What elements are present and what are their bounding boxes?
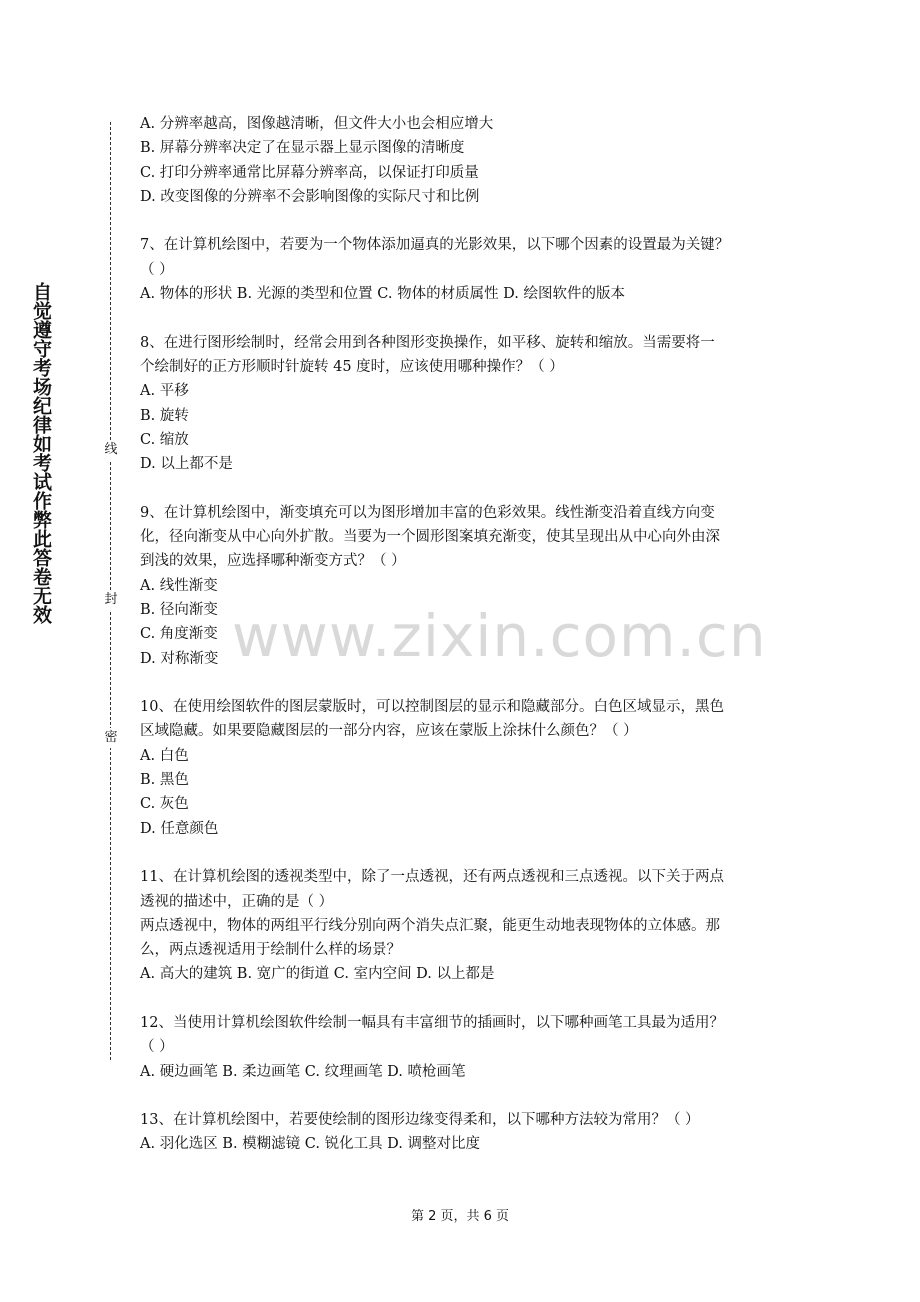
- binding-mark-feng: 封: [102, 590, 120, 610]
- question-13: [140, 1108, 785, 1157]
- question-stem-line: 化，径向渐变从中心向外扩散。当要为一个圆形图案填充渐变，使其呈现出从中心向外由深: [140, 529, 720, 546]
- option-line: C. 灰色: [140, 796, 189, 813]
- option-line: D. 对称渐变: [140, 650, 219, 667]
- question-stem-line: 9、在计算机绘图中，渐变填充可以为图形增加丰富的色彩效果。线性渐变沿着直线方向变: [140, 504, 715, 521]
- question-stem-line: 个绘制好的正方形顺时针旋转 45 度时，应该使用哪种操作？（ ）: [140, 358, 564, 375]
- question-stem-line: 到浅的效果，应选择哪种渐变方式？（ ）: [140, 553, 406, 570]
- option-line: C. 缩放: [140, 431, 189, 448]
- option-line: A. 硬边画笔 B. 柔边画笔 C. 纹理画笔 D. 喷枪画笔: [140, 1063, 466, 1080]
- question-stem-line: 11、在计算机绘图的透视类型中，除了一点透视，还有两点透视和三点透视。以下关于两点: [140, 869, 724, 886]
- question-11: [140, 865, 785, 986]
- option-line: B. 径向渐变: [140, 601, 218, 618]
- question-stem-line: 两点透视中，物体的两组平行线分别向两个消失点汇聚，能更生动地表现物体的立体感。那: [140, 917, 720, 934]
- option-line: A. 羽化选区 B. 模糊滤镜 C. 锐化工具 D. 调整对比度: [140, 1136, 481, 1153]
- option-line: B. 黑色: [140, 772, 189, 789]
- question-stem-line: 区域隐藏。如果要隐藏图层的一部分内容，应该在蒙版上涂抹什么颜色？（ ）: [140, 723, 638, 740]
- question-7: [140, 233, 785, 306]
- option-line: A. 线性渐变: [140, 577, 218, 594]
- binding-mark-mi: 密: [102, 728, 120, 748]
- option-line: A. 平移: [140, 383, 189, 400]
- question-stem-line: （ ）: [140, 261, 174, 278]
- question-stem-line: 么，两点透视适用于绘制什么样的场景？: [140, 942, 401, 959]
- option-line: A. 白色: [140, 747, 189, 764]
- option-line: D. 任意颜色: [140, 820, 219, 837]
- question-6-options: [140, 112, 785, 209]
- question-stem-line: 13、在计算机绘图中，若要使绘制的图形边缘变得柔和，以下哪种方法较为常用？（ ）: [140, 1112, 700, 1129]
- binding-mark-xian: 线: [102, 440, 120, 460]
- question-stem-line: （ ）: [140, 1039, 174, 1056]
- option-line: A. 分辨率越高，图像越清晰，但文件大小也会相应增大: [140, 116, 494, 132]
- question-stem-line: 12、当使用计算机绘图软件绘制一幅具有丰富细节的插画时，以下哪种画笔工具最为适用？: [140, 1014, 724, 1031]
- question-stem-line: 10、在使用绘图软件的图层蒙版时，可以控制图层的显示和隐藏部分。白色区域显示，黑色: [140, 699, 724, 716]
- question-stem-line: 8、在进行图形绘制时，经常会用到各种图形变换操作，如平移、旋转和缩放。当需要将一: [140, 334, 715, 351]
- option-line: A. 高大的建筑 B. 宽广的街道 C. 室内空间 D. 以上都是: [140, 966, 495, 983]
- exam-discipline-notice: 自觉遵守考场纪律如考试作弊此答卷无效: [30, 282, 52, 624]
- question-8: [140, 331, 785, 477]
- option-line: D. 改变图像的分辨率不会影响图像的实际尺寸和比例: [140, 188, 480, 205]
- question-stem-line: 透视的描述中，正确的是（ ）: [140, 893, 334, 910]
- option-line: C. 角度渐变: [140, 626, 218, 643]
- question-stem-line: 7、在计算机绘图中，若要为一个物体添加逼真的光影效果，以下哪个因素的设置最为关键？: [140, 237, 730, 254]
- watermark: www.zixin.com.cn: [232, 602, 767, 670]
- question-content: [140, 112, 785, 1157]
- option-line: B. 屏幕分辨率决定了在显示器上显示图像的清晰度: [140, 140, 465, 157]
- option-line: D. 以上都不是: [140, 456, 233, 473]
- question-12: [140, 1011, 785, 1084]
- question-10: [140, 695, 785, 841]
- question-9: [140, 501, 785, 671]
- option-line: A. 物体的形状 B. 光源的类型和位置 C. 物体的材质属性 D. 绘图软件的版本: [140, 286, 626, 303]
- page-number-footer: 第 2 页，共 6 页: [410, 1209, 510, 1224]
- option-line: C. 打印分辨率通常比屏幕分辨率高，以保证打印质量: [140, 164, 479, 181]
- option-line: B. 旋转: [140, 407, 189, 424]
